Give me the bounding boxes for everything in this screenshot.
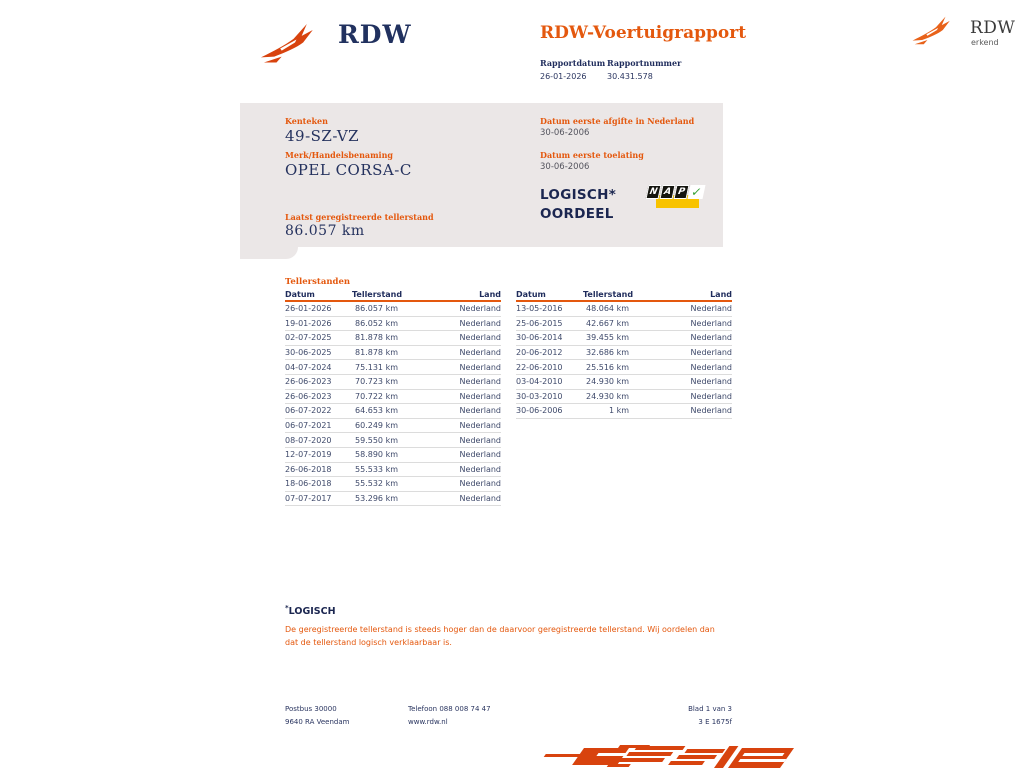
- vehicle-summary-box: [240, 103, 723, 247]
- table-cell: Nederland: [459, 318, 501, 328]
- table-cell: Nederland: [690, 406, 732, 416]
- nap-checkmark-icon: ✓: [688, 185, 706, 199]
- table-cell: 06-07-2021: [285, 421, 332, 431]
- tellerstanden-table-right: [516, 290, 732, 506]
- column-header-tellerstand: Tellerstand: [583, 290, 634, 299]
- table-cell: 24.930 km: [586, 391, 629, 401]
- report-date-block: [540, 58, 605, 81]
- table-header-row: [516, 290, 732, 302]
- table-row: [285, 302, 501, 317]
- rdw-logo-text: RDW: [338, 20, 412, 49]
- tellerstand-value: 86.057 km: [285, 223, 365, 239]
- table-row: [285, 419, 501, 434]
- kenteken-value: 49-SZ-VZ: [285, 127, 360, 145]
- column-header-land: Land: [479, 290, 501, 299]
- table-cell: 42.667 km: [586, 318, 629, 328]
- table-row: [516, 375, 732, 390]
- footer-page-number: Blad 1 van 3: [688, 705, 732, 713]
- table-cell: Nederland: [459, 391, 501, 401]
- table-cell: 55.532 km: [355, 479, 398, 489]
- nap-logo: [647, 185, 704, 211]
- rdw-erkend-text: RDW: [970, 18, 1016, 38]
- table-row: [285, 317, 501, 332]
- table-cell: Nederland: [459, 333, 501, 343]
- table-row: [285, 375, 501, 390]
- table-body-left: [285, 302, 501, 506]
- tellerstanden-table-left: [285, 290, 501, 506]
- nap-logo-tiles: [647, 185, 704, 199]
- rdw-erkend-subtext: erkend: [971, 38, 999, 47]
- table-cell: 70.723 km: [355, 377, 398, 387]
- table-row: [285, 360, 501, 375]
- report-number-value: 30.431.578: [607, 72, 653, 81]
- footer-address-line1: Postbus 30000: [285, 705, 337, 713]
- table-cell: 39.455 km: [586, 333, 629, 343]
- table-header-row: [285, 290, 501, 302]
- table-cell: Nederland: [459, 494, 501, 504]
- table-cell: 86.052 km: [355, 318, 398, 328]
- table-cell: Nederland: [459, 348, 501, 358]
- nap-letter-a: A: [660, 185, 676, 199]
- table-cell: 07-07-2017: [285, 494, 332, 504]
- table-cell: 30-06-2025: [285, 348, 332, 358]
- table-cell: 64.653 km: [355, 406, 398, 416]
- logisch-footnote: [285, 604, 730, 649]
- table-cell: 18-06-2018: [285, 479, 332, 489]
- footer-pagination: [652, 703, 732, 729]
- page-title: RDW-Voertuigrapport: [540, 23, 747, 43]
- table-cell: 70.722 km: [355, 391, 398, 401]
- table-row: [285, 492, 501, 507]
- table-row: [516, 302, 732, 317]
- table-row: [285, 433, 501, 448]
- table-row: [516, 360, 732, 375]
- table-cell: Nederland: [690, 333, 732, 343]
- table-cell: 24.930 km: [586, 377, 629, 387]
- footnote-title: [285, 604, 730, 617]
- table-cell: 59.550 km: [355, 435, 398, 445]
- table-cell: 06-07-2022: [285, 406, 332, 416]
- table-cell: 08-07-2020: [285, 435, 332, 445]
- table-cell: Nederland: [459, 406, 501, 416]
- table-row: [285, 404, 501, 419]
- table-row: [285, 463, 501, 478]
- table-row: [516, 390, 732, 405]
- table-cell: Nederland: [690, 348, 732, 358]
- table-cell: Nederland: [459, 435, 501, 445]
- footer-website: www.rdw.nl: [408, 718, 448, 726]
- table-cell: 02-07-2025: [285, 333, 332, 343]
- rdw-erkend-logo-icon: [908, 14, 966, 48]
- table-body-right: [516, 302, 732, 419]
- nap-letter-p: P: [674, 185, 690, 199]
- table-cell: 1 km: [608, 406, 629, 416]
- table-cell: 30-03-2010: [516, 391, 563, 401]
- table-cell: Nederland: [459, 377, 501, 387]
- table-cell: 20-06-2012: [516, 348, 563, 358]
- oordeel-text: [540, 186, 616, 224]
- toelating-value: 30-06-2006: [540, 162, 590, 172]
- table-cell: 22-06-2010: [516, 362, 563, 372]
- table-cell: Nederland: [690, 362, 732, 372]
- table-cell: 81.878 km: [355, 348, 398, 358]
- rdw-erkend-logo: [908, 12, 1018, 54]
- footer-doc-code: 3 E 1675f: [698, 718, 732, 726]
- table-cell: 60.249 km: [355, 421, 398, 431]
- merk-value: OPEL CORSA-C: [285, 161, 412, 179]
- table-cell: Nederland: [690, 304, 732, 314]
- table-row: [285, 477, 501, 492]
- table-cell: 75.131 km: [355, 362, 398, 372]
- report-number-label: Rapportnummer: [607, 58, 682, 68]
- table-cell: 30-06-2014: [516, 333, 563, 343]
- rdw-stripes-graphic-icon: [534, 745, 797, 768]
- table-cell: 55.533 km: [355, 464, 398, 474]
- footnote-star: *: [285, 604, 289, 612]
- table-cell: Nederland: [459, 450, 501, 460]
- table-cell: 26-01-2026: [285, 304, 332, 314]
- table-row: [516, 346, 732, 361]
- table-cell: Nederland: [459, 421, 501, 431]
- table-row: [516, 404, 732, 419]
- table-cell: Nederland: [459, 304, 501, 314]
- column-header-datum: Datum: [285, 290, 315, 299]
- footnote-text: De geregistreerde tellerstand is steeds hoger dan de daarvoor geregistreerde tellerstand. Wij oordelen dan dat de tellerstand logisch verklaarbaar is.: [285, 625, 715, 648]
- footnote-title-text: LOGISCH: [288, 606, 336, 618]
- table-cell: 48.064 km: [586, 304, 629, 314]
- table-cell: 03-04-2010: [516, 377, 563, 387]
- tellerstanden-tables: [285, 290, 732, 506]
- table-cell: 32.686 km: [586, 348, 629, 358]
- nap-letter-n: N: [646, 185, 662, 199]
- table-row: [285, 390, 501, 405]
- table-cell: 26-06-2018: [285, 464, 332, 474]
- table-row: [285, 448, 501, 463]
- merk-label: Merk/Handelsbenaming: [285, 150, 394, 160]
- oordeel-line1: LOGISCH*: [540, 187, 617, 203]
- table-cell: 58.890 km: [355, 450, 398, 460]
- table-cell: 19-01-2026: [285, 318, 332, 328]
- footer-contact: [408, 703, 652, 729]
- toelating-label: Datum eerste toelating: [540, 150, 644, 160]
- tellerstand-label: Laatst geregistreerde tellerstand: [285, 212, 434, 222]
- afgifte-label: Datum eerste afgifte in Nederland: [540, 116, 695, 126]
- table-cell: 25-06-2015: [516, 318, 563, 328]
- footer-address-line2: 9640 RA Veendam: [285, 718, 350, 726]
- page-footer: [285, 703, 732, 729]
- table-cell: 30-06-2006: [516, 406, 563, 416]
- table-row: [516, 317, 732, 332]
- table-cell: 26-06-2023: [285, 377, 332, 387]
- table-cell: 25.516 km: [586, 362, 629, 372]
- footer-phone: Telefoon 088 008 74 47: [408, 705, 491, 713]
- table-cell: 53.296 km: [355, 494, 398, 504]
- kenteken-label: Kenteken: [285, 116, 328, 126]
- column-header-land: Land: [710, 290, 732, 299]
- oordeel-line2: OORDEEL: [540, 206, 614, 222]
- table-cell: Nederland: [459, 464, 501, 474]
- table-cell: 86.057 km: [355, 304, 398, 314]
- table-cell: 81.878 km: [355, 333, 398, 343]
- column-header-tellerstand: Tellerstand: [352, 290, 403, 299]
- table-row: [285, 331, 501, 346]
- report-date-label: Rapportdatum: [540, 58, 606, 68]
- tellerstanden-section-title: Tellerstanden: [285, 277, 351, 287]
- table-cell: 04-07-2024: [285, 362, 332, 372]
- table-cell: 26-06-2023: [285, 391, 332, 401]
- rdw-logo-icon: [258, 20, 332, 68]
- table-cell: 13-05-2016: [516, 304, 563, 314]
- table-cell: 12-07-2019: [285, 450, 332, 460]
- table-row: [516, 331, 732, 346]
- table-cell: Nederland: [459, 479, 501, 489]
- footer-address: [285, 703, 408, 729]
- afgifte-value: 30-06-2006: [540, 128, 590, 138]
- report-date-value: 26-01-2026: [540, 72, 587, 81]
- table-cell: Nederland: [690, 318, 732, 328]
- table-cell: Nederland: [690, 377, 732, 387]
- table-cell: Nederland: [459, 362, 501, 372]
- summary-box-tab: [240, 247, 298, 259]
- column-header-datum: Datum: [516, 290, 546, 299]
- table-cell: Nederland: [690, 391, 732, 401]
- report-number-block: [607, 58, 681, 81]
- table-row: [285, 346, 501, 361]
